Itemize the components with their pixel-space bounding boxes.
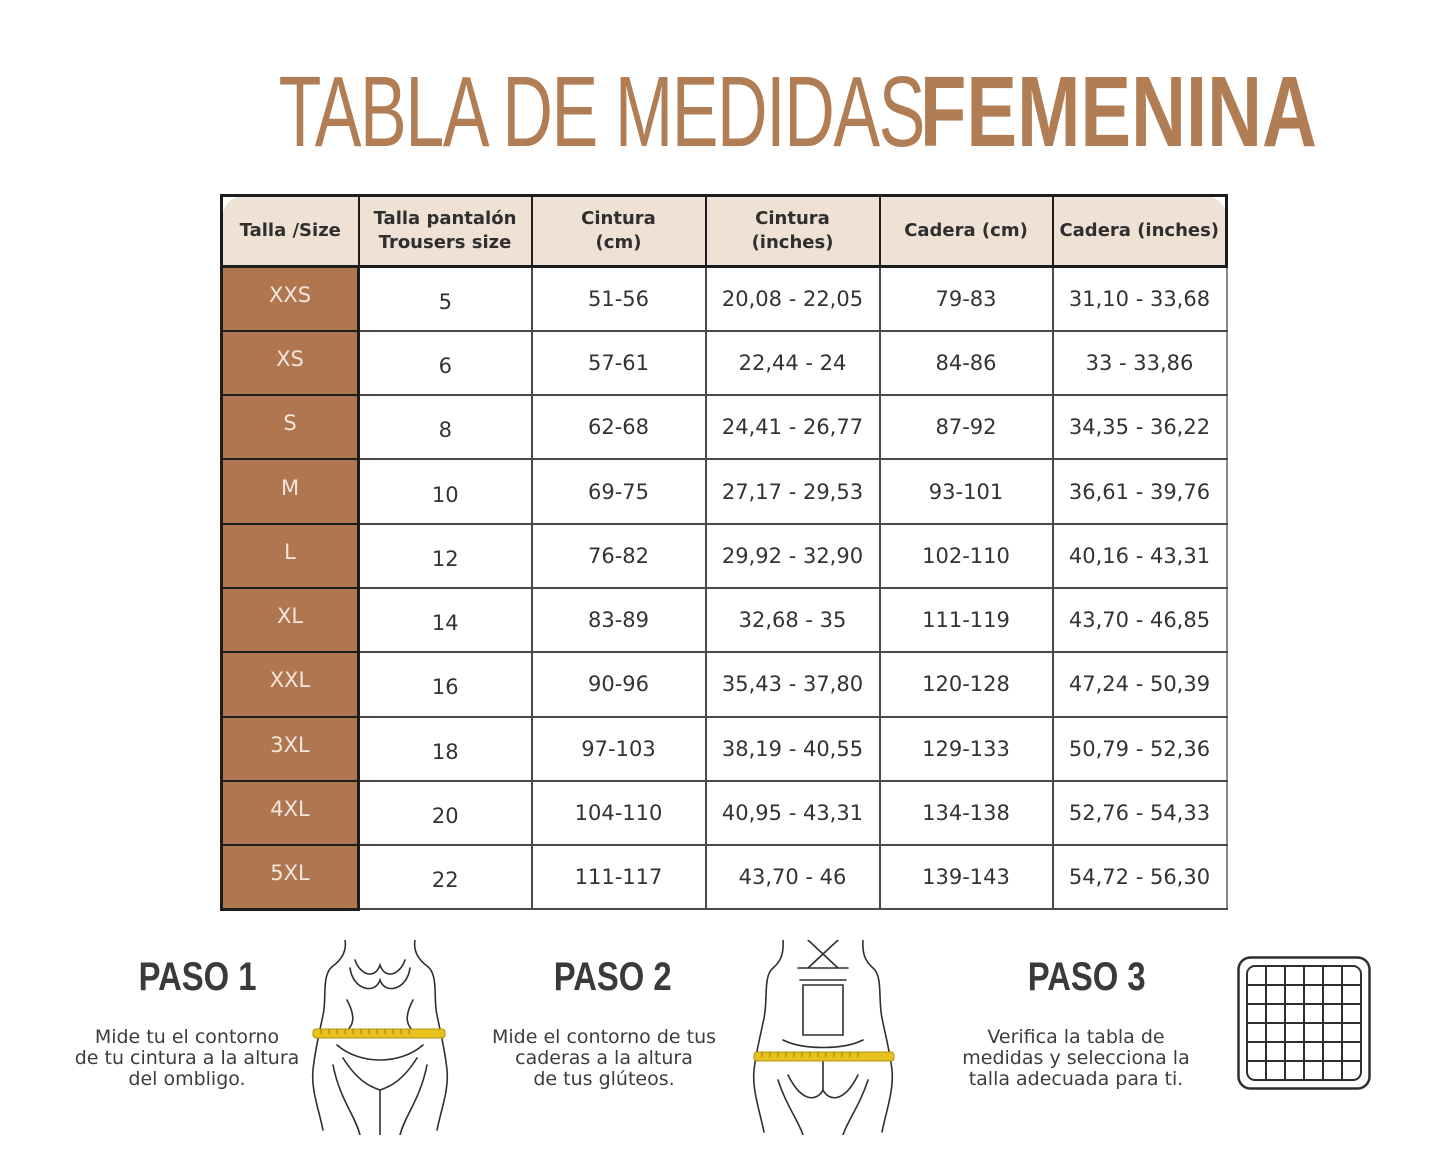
step-3-text: Verifica la tabla de medidas y selecciona la talla adecuada para ti. (962, 1026, 1190, 1090)
table-row (222, 459, 1227, 523)
waist-inches-cell: 38,19 - 40,55 (706, 717, 880, 781)
hip-inches-cell: 40,16 - 43,31 (1053, 524, 1227, 588)
waist-inches-cell: 43,70 - 46 (706, 845, 880, 909)
size-cell: 5XL (222, 845, 359, 909)
table-row (222, 331, 1227, 395)
waist-cm-cell: 76-82 (532, 524, 706, 588)
table-row (222, 845, 1227, 909)
table-row (222, 267, 1227, 331)
size-cell: S (222, 395, 359, 459)
woman-back-hip-measure-icon (748, 940, 898, 1135)
waist-inches-cell: 20,08 - 22,05 (706, 267, 880, 331)
waist-inches-cell: 35,43 - 37,80 (706, 652, 880, 716)
trousers-size-cell: 16 (359, 652, 532, 716)
hip-inches-cell: 33 - 33,86 (1053, 331, 1227, 395)
waist-inches-cell: 32,68 - 35 (706, 588, 880, 652)
page-title-light: TABLA DE MEDIDAS (278, 56, 925, 168)
trousers-size-cell: 18 (359, 717, 532, 781)
table-row (222, 524, 1227, 588)
hip-cm-cell: 120-128 (880, 652, 1053, 716)
hip-inches-cell: 50,79 - 52,36 (1053, 717, 1227, 781)
header-waist-inches: Cintura (inches) (706, 196, 880, 267)
header-hip-inches: Cadera (inches) (1053, 196, 1227, 267)
header-hip-cm: Cadera (cm) (880, 196, 1053, 267)
hip-cm-cell: 134-138 (880, 781, 1053, 845)
hip-inches-cell: 34,35 - 36,22 (1053, 395, 1227, 459)
hip-inches-cell: 54,72 - 56,30 (1053, 845, 1227, 909)
waist-inches-cell: 29,92 - 32,90 (706, 524, 880, 588)
waist-cm-cell: 69-75 (532, 459, 706, 523)
size-cell: XS (222, 331, 359, 395)
hip-cm-cell: 87-92 (880, 395, 1053, 459)
hip-cm-cell: 129-133 (880, 717, 1053, 781)
hip-cm-cell: 139-143 (880, 845, 1053, 909)
hip-cm-cell: 79-83 (880, 267, 1053, 331)
waist-cm-cell: 83-89 (532, 588, 706, 652)
hip-cm-cell: 111-119 (880, 588, 1053, 652)
trousers-size-cell: 8 (359, 395, 532, 459)
hip-cm-cell: 102-110 (880, 524, 1053, 588)
size-cell: 3XL (222, 717, 359, 781)
table-row (222, 395, 1227, 459)
size-cell: L (222, 524, 359, 588)
waist-cm-cell: 51-56 (532, 267, 706, 331)
waist-inches-cell: 24,41 - 26,77 (706, 395, 880, 459)
hip-inches-cell: 52,76 - 54,33 (1053, 781, 1227, 845)
hip-inches-cell: 36,61 - 39,76 (1053, 459, 1227, 523)
size-cell: M (222, 459, 359, 523)
step-2-text: Mide el contorno de tus caderas a la altura de tus glúteos. (491, 1026, 717, 1090)
trousers-size-cell: 6 (359, 331, 532, 395)
waist-inches-cell: 40,95 - 43,31 (706, 781, 880, 845)
step-1-text: Mide tu el contorno de tu cintura a la altura del ombligo. (74, 1026, 300, 1090)
hip-cm-cell: 93-101 (880, 459, 1053, 523)
page-title (0, 55, 1445, 170)
step-2-title: PASO 2 (553, 955, 672, 999)
woman-front-waist-measure-icon (305, 940, 455, 1135)
waist-cm-cell: 111-117 (532, 845, 706, 909)
header-trousers-size: Talla pantalón Trousers size (359, 196, 532, 267)
waist-cm-cell: 97-103 (532, 717, 706, 781)
hip-inches-cell: 47,24 - 50,39 (1053, 652, 1227, 716)
trousers-size-cell: 12 (359, 524, 532, 588)
table-row (222, 781, 1227, 845)
trousers-size-cell: 5 (359, 267, 532, 331)
table-header-row (222, 196, 1227, 267)
size-cell: XXS (222, 267, 359, 331)
waist-cm-cell: 62-68 (532, 395, 706, 459)
table-row (222, 588, 1227, 652)
size-cell: XL (222, 588, 359, 652)
trousers-size-cell: 14 (359, 588, 532, 652)
hip-inches-cell: 31,10 - 33,68 (1053, 267, 1227, 331)
step-3-title: PASO 3 (1027, 955, 1146, 999)
hip-cm-cell: 84-86 (880, 331, 1053, 395)
waist-cm-cell: 57-61 (532, 331, 706, 395)
header-waist-cm: Cintura (cm) (532, 196, 706, 267)
size-cell: XXL (222, 652, 359, 716)
page-title-bold: FEMENINA (920, 56, 1318, 168)
header-size: Talla /Size (222, 196, 359, 267)
table-row (222, 652, 1227, 716)
step-1-title: PASO 1 (138, 955, 257, 999)
hip-inches-cell: 43,70 - 46,85 (1053, 588, 1227, 652)
size-table-grid-icon (1237, 956, 1371, 1090)
size-table (220, 194, 1225, 911)
table-row (222, 717, 1227, 781)
waist-inches-cell: 27,17 - 29,53 (706, 459, 880, 523)
waist-cm-cell: 104-110 (532, 781, 706, 845)
size-cell: 4XL (222, 781, 359, 845)
trousers-size-cell: 20 (359, 781, 532, 845)
trousers-size-cell: 10 (359, 459, 532, 523)
waist-inches-cell: 22,44 - 24 (706, 331, 880, 395)
trousers-size-cell: 22 (359, 845, 532, 909)
waist-cm-cell: 90-96 (532, 652, 706, 716)
